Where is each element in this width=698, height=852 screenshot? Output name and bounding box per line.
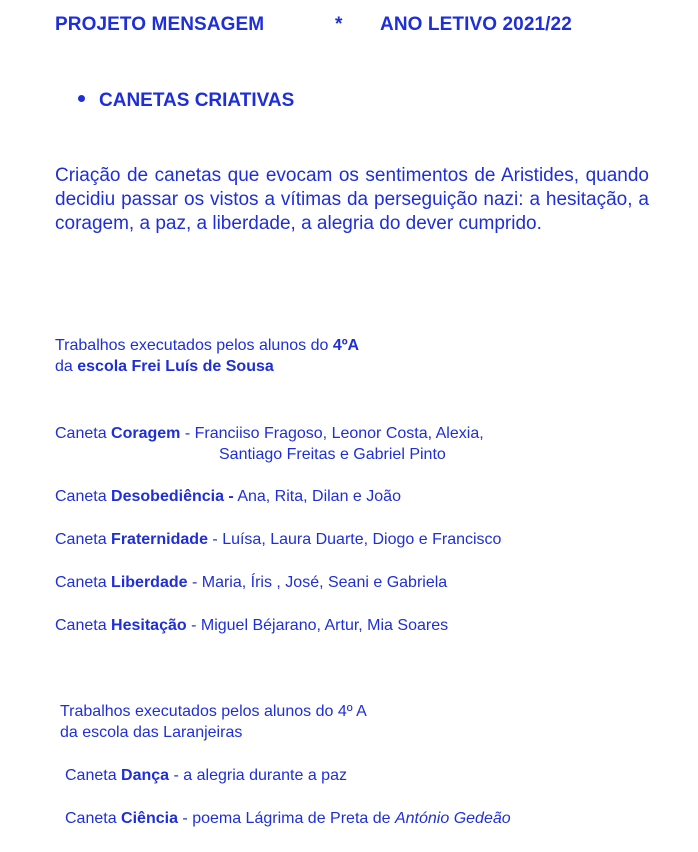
pen-name: Desobediência -	[111, 488, 234, 505]
project-title: PROJETO MENSAGEM	[55, 14, 265, 35]
pen-coragem	[55, 423, 484, 445]
section-title	[78, 90, 294, 112]
page-header	[55, 14, 572, 36]
intro-paragraph: Criação de canetas que evocam os sentimentos de Aristides, quando decidiu passar os vistos a vítimas da perseguição nazi: a hesitação, a coragem, a paz, a liberdade, a alegria do dever cumprido.	[55, 165, 649, 234]
pen-students: Ana, Rita, Dilan e João	[237, 488, 401, 505]
pen-separator: -	[207, 531, 223, 548]
pen-students: Franciiso Fragoso, Leonor Costa, Alexia,	[194, 425, 484, 442]
pen-name: Fraternidade	[111, 531, 208, 548]
group1-heading-line2	[55, 356, 274, 378]
pen-separator: -	[180, 425, 195, 442]
school-year: ANO LETIVO 2021/22	[380, 14, 572, 35]
group1-heading-da: da	[55, 358, 78, 375]
pen-name: Hesitação	[111, 617, 187, 634]
group1-school: escola Frei Luís de Sousa	[77, 358, 274, 375]
pen-name: Ciência	[121, 810, 178, 827]
pen-name: Liberdade	[111, 574, 188, 591]
pen-liberdade	[55, 572, 447, 594]
pen-separator: -	[177, 810, 193, 827]
pen-name: Coragem	[111, 425, 181, 442]
pen-author: António Gedeão	[394, 810, 511, 827]
pen-prefix: Caneta	[55, 488, 112, 505]
group2-heading-line1: Trabalhos executados pelos alunos do 4º A	[60, 703, 367, 720]
group1-heading-line1	[55, 335, 359, 357]
pen-prefix: Caneta	[55, 574, 112, 591]
pen-prefix: Caneta	[55, 617, 112, 634]
pen-danca	[65, 765, 347, 787]
pen-prefix: Caneta	[65, 767, 122, 784]
pen-prefix: Caneta	[65, 810, 122, 827]
pen-coragem-cont	[219, 444, 446, 466]
pen-students: Maria, Íris , José, Seani e Gabriela	[201, 574, 448, 591]
section-title-text: CANETAS CRIATIVAS	[99, 90, 295, 111]
pen-prefix: Caneta	[55, 531, 112, 548]
header-separator: *	[335, 14, 343, 35]
pen-ciencia	[65, 808, 511, 830]
bullet-icon	[78, 95, 85, 102]
group2-heading-line2: da escola das Laranjeiras	[60, 724, 243, 741]
pen-name: Dança	[121, 767, 170, 784]
group1-heading-text: Trabalhos executados pelos alunos do	[55, 337, 333, 354]
pen-students: Miguel Béjarano, Artur, Mia Soares	[200, 617, 449, 634]
pen-prefix: Caneta	[55, 425, 112, 442]
pen-separator: -	[186, 617, 201, 634]
pen-separator: -	[169, 767, 184, 784]
pen-separator: -	[187, 574, 202, 591]
group1-class: 4ºA	[332, 337, 360, 354]
pen-description: poema Lágrima de Preta de	[192, 810, 395, 827]
pen-fraternidade	[55, 529, 501, 551]
pen-hesitacao	[55, 615, 448, 637]
pen-students-cont: Santiago Freitas e Gabriel Pinto	[219, 446, 446, 463]
pen-desobediencia	[55, 486, 401, 508]
pen-description: a alegria durante a paz	[183, 767, 347, 784]
pen-students: Luísa, Laura Duarte, Diogo e Francisco	[222, 531, 502, 548]
